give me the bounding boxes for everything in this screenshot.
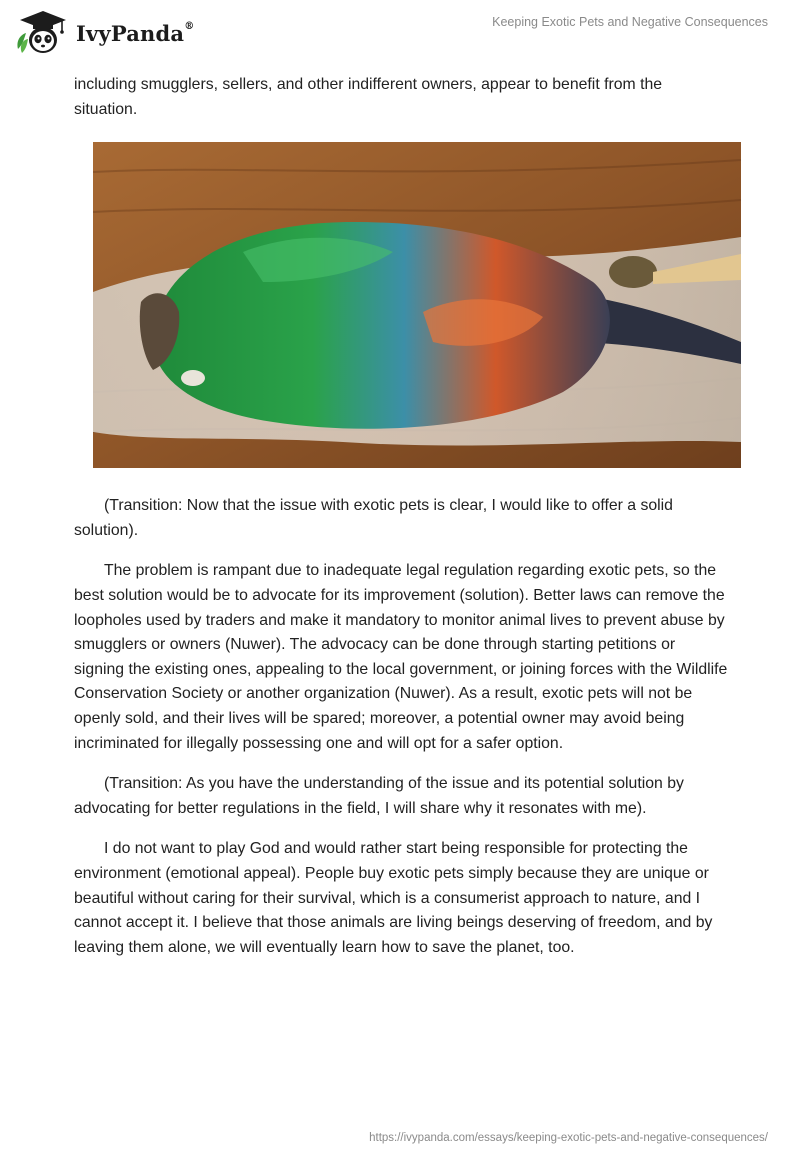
brand-name: IvyPanda® bbox=[76, 20, 195, 46]
document-title: Keeping Exotic Pets and Negative Consequences bbox=[492, 15, 768, 29]
paragraph-transition-personal: (Transition: As you have the understanding of the issue and its potential solution by advocating for better regulations in the field, I will share why it resonates with me). bbox=[74, 775, 684, 817]
source-url[interactable]: https://ivypanda.com/essays/keeping-exotic-pets-and-negative-consequences/ bbox=[369, 1132, 768, 1144]
paragraph-continuation: including smugglers, sellers, and other indifferent owners, appear to benefit from the situation. bbox=[74, 76, 663, 118]
paragraph-transition-solution: (Transition: Now that the issue with exotic pets is clear, I would like to offer a solid solution). bbox=[74, 497, 673, 539]
brand-logo[interactable] bbox=[14, 9, 194, 57]
paragraph-emotional-appeal: I do not want to play God and would rather start being responsible for protecting the environment (emotional appeal). People buy exotic pets simply because they are unique or beautiful without caring for their survival, which is a consumerist approach to nature, and I cannot accept it. I believe that those animals are living beings deserving of freedom, and by leaving them alone, we will eventually learn how to save the planet, too. bbox=[74, 840, 713, 956]
dead-parrot-photo bbox=[93, 142, 741, 468]
panda-graduate-logo-icon bbox=[14, 9, 72, 57]
paragraph-solution: The problem is rampant due to inadequate legal regulation regarding exotic pets, so the best solution would be to advocate for its improvement (solution). Better laws can remove the loopholes used by traders and make it mandatory to monitor animal lives to prevent abuse by smugglers or owners (Nuwer). The advocacy can be done through starting petitions or signing the existing ones, appealing to the local government, or joining forces with the Wildlife Conservation Society or another organization (Nuwer). As a result, exotic pets will not be openly sold, and their lives will be spared; moreover, a potential owner may avoid being incriminated for illegally possessing one and will opt for a safer option. bbox=[74, 562, 728, 752]
essay-content bbox=[74, 73, 728, 976]
page-header bbox=[0, 0, 800, 66]
